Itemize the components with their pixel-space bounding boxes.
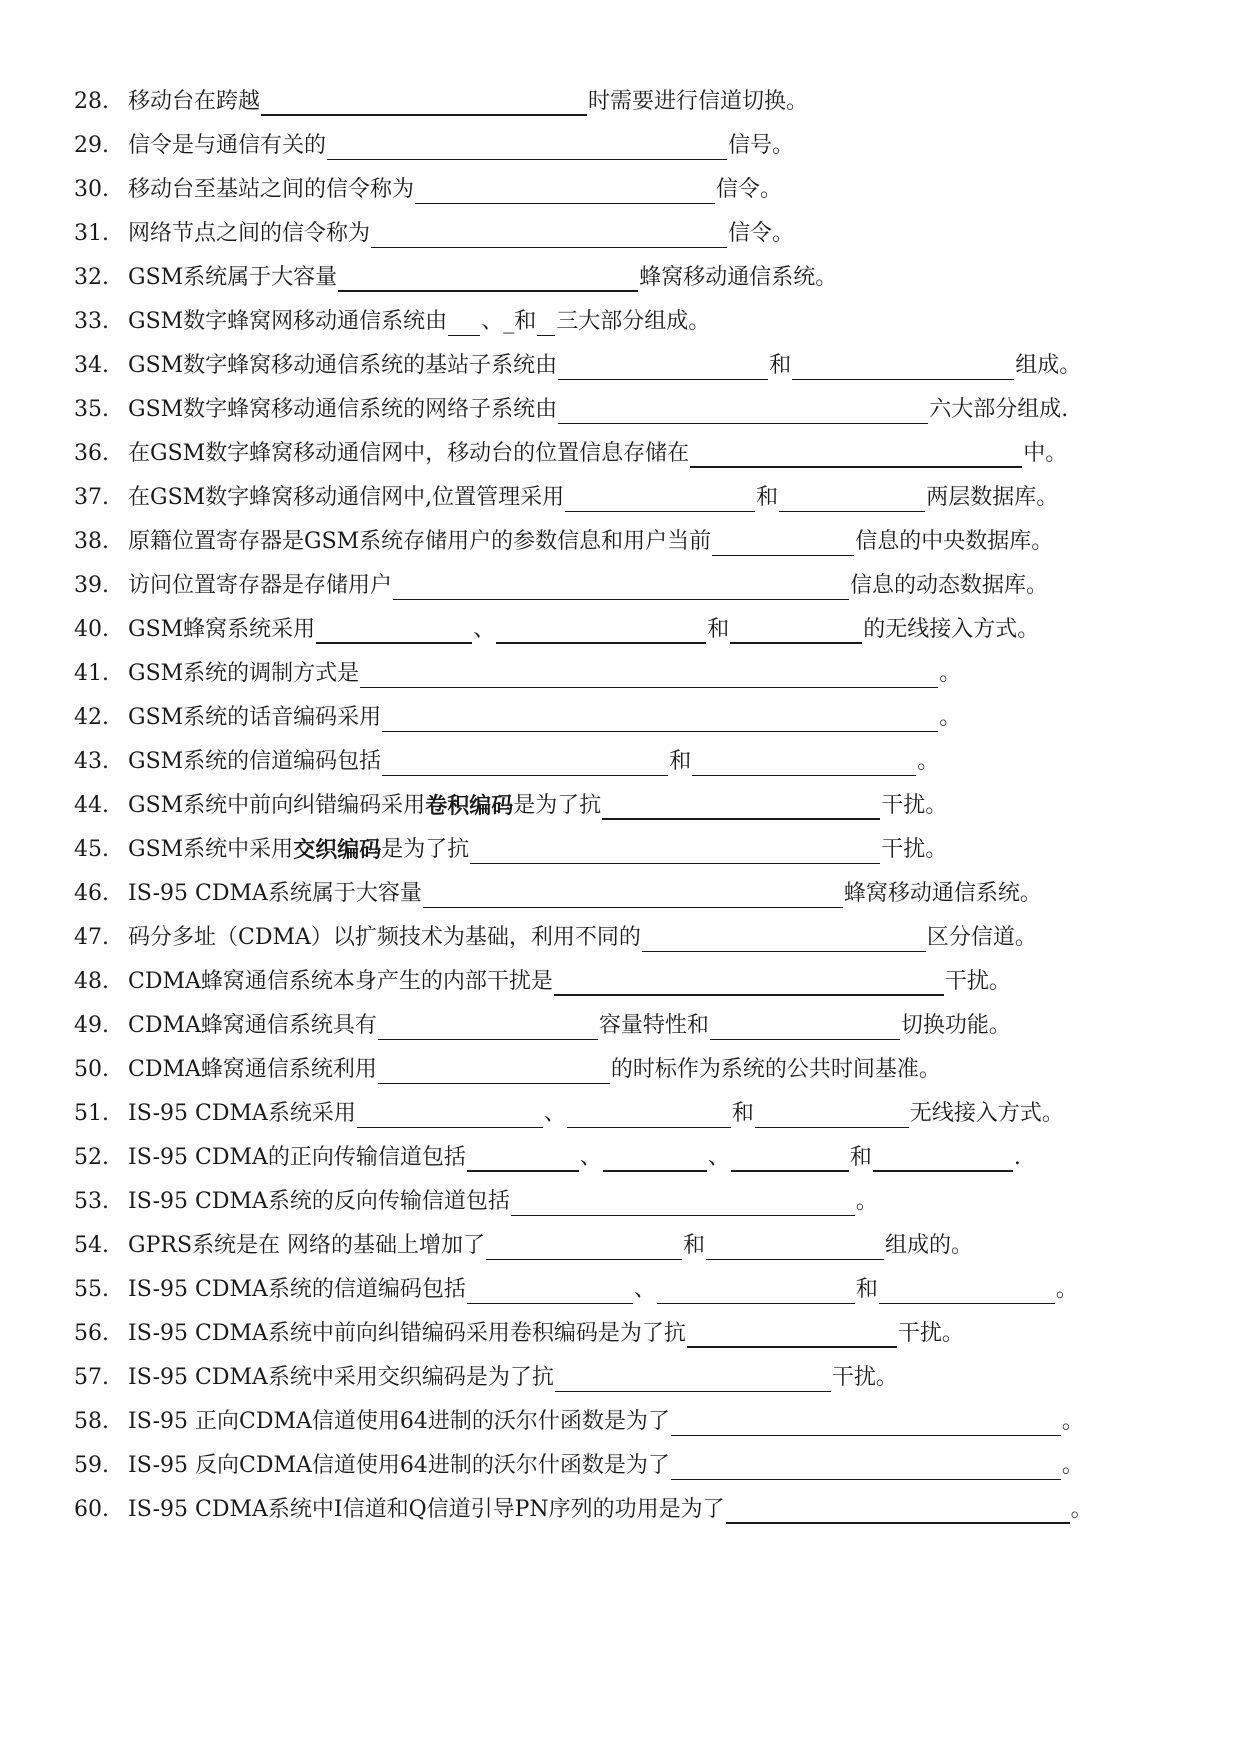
question-number: 42. bbox=[74, 705, 109, 730]
question-text: 蜂窝移动通信系统。 bbox=[843, 881, 1042, 906]
question-text: GSM系统的调制方式是 bbox=[128, 661, 360, 686]
question-text-bold: 卷积编码 bbox=[425, 793, 514, 819]
question-row bbox=[74, 1220, 973, 1260]
question-text: 组成的。 bbox=[885, 1233, 974, 1258]
answer-blank[interactable] bbox=[690, 442, 1022, 468]
question-number: 52. bbox=[74, 1145, 109, 1170]
answer-blank[interactable] bbox=[371, 223, 727, 248]
question-text: 时需要进行信道切换。 bbox=[588, 89, 809, 114]
question-text-bold: 交织编码 bbox=[293, 837, 382, 863]
question-number: 38. bbox=[74, 529, 109, 554]
question-text: GSM蜂窝系统采用 bbox=[128, 617, 316, 642]
question-text: IS-95 正向CDMA信道使用64进制的沃尔什函数是为了 bbox=[128, 1409, 670, 1434]
question-row bbox=[74, 208, 794, 248]
question-text: 。 bbox=[939, 661, 962, 686]
question-text: 两层数据库。 bbox=[926, 485, 1059, 510]
question-row bbox=[74, 428, 1067, 468]
question-row bbox=[74, 1440, 1084, 1480]
question-number: 40. bbox=[74, 617, 109, 642]
question-row bbox=[74, 648, 961, 688]
question-row bbox=[74, 340, 1081, 380]
question-number: 56. bbox=[74, 1321, 109, 1346]
question-text: IS-95 CDMA的正向传输信道包括 bbox=[128, 1145, 466, 1170]
question-row bbox=[74, 736, 939, 776]
question-text: 、 bbox=[473, 617, 496, 642]
question-row bbox=[74, 1396, 1084, 1436]
question-row bbox=[74, 692, 961, 732]
question-text: 和 bbox=[855, 1277, 878, 1302]
question-number: 45. bbox=[74, 837, 109, 862]
question-text: 和 bbox=[669, 749, 692, 774]
question-text: 和 bbox=[731, 1101, 754, 1126]
question-number: 53. bbox=[74, 1189, 109, 1214]
question-row bbox=[74, 868, 1042, 908]
question-text: 信令是与通信有关的 bbox=[128, 133, 327, 158]
question-row bbox=[74, 1484, 1093, 1524]
answer-blank[interactable] bbox=[423, 883, 843, 908]
question-row bbox=[74, 472, 1058, 512]
question-text: GSM系统中前向纠错编码采用 bbox=[128, 793, 426, 818]
question-text: GSM数字蜂窝移动通信系统的基站子系统由 bbox=[128, 353, 558, 378]
question-number: 57. bbox=[74, 1365, 109, 1390]
question-text: 。 bbox=[1070, 1497, 1093, 1522]
question-text: 信令。 bbox=[728, 221, 795, 246]
answer-blank[interactable] bbox=[448, 311, 480, 336]
answer-blank[interactable] bbox=[879, 1279, 1055, 1304]
answer-blank[interactable] bbox=[873, 1146, 1013, 1172]
answer-blank[interactable] bbox=[642, 927, 926, 952]
question-text: 。 bbox=[1061, 1409, 1084, 1434]
question-number: 60. bbox=[74, 1497, 109, 1522]
question-text: 。 bbox=[939, 705, 962, 730]
answer-blank[interactable] bbox=[470, 839, 880, 864]
answer-blank[interactable] bbox=[792, 355, 1014, 380]
question-row bbox=[74, 1088, 1064, 1128]
question-text: 切换功能。 bbox=[900, 1013, 1011, 1038]
question-text: 信息的中央数据库。 bbox=[855, 529, 1054, 554]
question-row bbox=[74, 604, 1039, 644]
answer-blank[interactable] bbox=[486, 1235, 682, 1260]
answer-blank[interactable] bbox=[730, 618, 862, 644]
question-number: 32. bbox=[74, 265, 109, 290]
question-text: 。 bbox=[855, 1189, 878, 1214]
question-number: 33. bbox=[74, 309, 109, 334]
question-row bbox=[74, 1308, 964, 1348]
question-text: 网络节点之间的信令称为 bbox=[128, 221, 371, 246]
question-number: 39. bbox=[74, 573, 109, 598]
question-text: 干扰。 bbox=[881, 837, 948, 862]
question-row bbox=[74, 780, 947, 820]
answer-blank[interactable] bbox=[671, 1455, 1061, 1480]
answer-blank[interactable] bbox=[360, 663, 938, 688]
question-text: 访问位置寄存器是存储用户 bbox=[128, 573, 393, 598]
question-text: 、 bbox=[707, 1145, 730, 1170]
question-text: 。 bbox=[1055, 1277, 1078, 1302]
question-row bbox=[74, 76, 808, 116]
question-number: 54. bbox=[74, 1233, 109, 1258]
question-text: 码分多址（CDMA）以扩频技术为基础，利用不同的 bbox=[128, 925, 641, 950]
question-number: 31. bbox=[74, 221, 109, 246]
question-text: 的时标作为系统的公共时间基准。 bbox=[610, 1057, 941, 1082]
question-text: GSM系统属于大容量 bbox=[128, 265, 338, 290]
answer-blank[interactable] bbox=[554, 970, 944, 996]
answer-blank[interactable] bbox=[712, 531, 854, 556]
question-number: 59. bbox=[74, 1453, 109, 1478]
answer-blank[interactable] bbox=[261, 90, 587, 116]
question-row bbox=[74, 1000, 1011, 1040]
question-text: 和 bbox=[707, 617, 730, 642]
question-text: 和 bbox=[769, 353, 792, 378]
question-text: 移动台至基站之间的信令称为 bbox=[128, 177, 415, 202]
question-text: IS-95 CDMA系统的信道编码包括 bbox=[128, 1277, 466, 1302]
answer-blank[interactable] bbox=[393, 575, 849, 600]
question-number: 35. bbox=[74, 397, 109, 422]
question-number: 43. bbox=[74, 749, 109, 774]
answer-blank[interactable] bbox=[731, 1146, 849, 1172]
answer-blank[interactable] bbox=[382, 707, 938, 732]
answer-blank[interactable] bbox=[779, 487, 925, 512]
answer-blank[interactable] bbox=[726, 1498, 1070, 1524]
answer-blank[interactable] bbox=[558, 399, 928, 424]
question-row bbox=[74, 912, 1037, 952]
question-text: 和 bbox=[849, 1145, 872, 1170]
answer-blank[interactable] bbox=[657, 1279, 855, 1304]
question-text: 干扰。 bbox=[881, 793, 948, 818]
question-number: 30. bbox=[74, 177, 109, 202]
answer-blank[interactable] bbox=[565, 487, 755, 512]
question-text: 移动台在跨越 bbox=[128, 89, 261, 114]
question-number: 37. bbox=[74, 485, 109, 510]
question-row bbox=[74, 824, 947, 864]
question-number: 55. bbox=[74, 1277, 109, 1302]
question-text: 、 bbox=[633, 1277, 656, 1302]
question-row bbox=[74, 1264, 1078, 1304]
question-text: 、 bbox=[543, 1101, 566, 1126]
answer-blank[interactable] bbox=[602, 794, 880, 820]
answer-blank[interactable] bbox=[357, 1103, 543, 1128]
question-number: 51. bbox=[74, 1101, 109, 1126]
question-text: 在GSM数字蜂窝移动通信网中，移动台的位置信息存储在 bbox=[128, 441, 690, 466]
answer-blank[interactable] bbox=[467, 1146, 579, 1172]
question-text: 容量特性和 bbox=[598, 1013, 709, 1038]
question-text: 原籍位置寄存器是GSM系统存储用户的参数信息和用户当前 bbox=[128, 529, 712, 554]
question-text: CDMA蜂窝通信系统本身产生的内部干扰是 bbox=[128, 969, 553, 994]
question-number: 34. bbox=[74, 353, 109, 378]
answer-blank[interactable] bbox=[710, 1015, 900, 1040]
answer-blank[interactable] bbox=[338, 266, 638, 292]
question-text: IS-95 CDMA系统中采用交织编码是为了抗 bbox=[128, 1365, 554, 1390]
answer-blank[interactable] bbox=[327, 135, 727, 160]
question-text: 组成。 bbox=[1015, 353, 1082, 378]
answer-blank[interactable] bbox=[382, 751, 668, 776]
question-text: GSM系统的话音编码采用 bbox=[128, 705, 382, 730]
question-text: IS-95 CDMA系统中前向纠错编码采用卷积编码是为了抗 bbox=[128, 1321, 686, 1346]
question-text: CDMA蜂窝通信系统利用 bbox=[128, 1057, 377, 1082]
question-text: 和 bbox=[756, 485, 779, 510]
question-text: . bbox=[1013, 1145, 1021, 1170]
question-text: 信令。 bbox=[716, 177, 783, 202]
question-text: GSM系统中采用 bbox=[128, 837, 294, 862]
question-text: 干扰。 bbox=[944, 969, 1011, 994]
answer-blank[interactable] bbox=[378, 1059, 610, 1084]
question-text: 区分信道。 bbox=[926, 925, 1037, 950]
question-text: 是为了抗 bbox=[381, 837, 470, 862]
question-row bbox=[74, 120, 794, 160]
question-text: IS-95 CDMA系统属于大容量 bbox=[128, 881, 422, 906]
answer-blank[interactable] bbox=[415, 179, 715, 204]
answer-blank[interactable] bbox=[558, 355, 768, 380]
question-text: 信息的动态数据库。 bbox=[850, 573, 1049, 598]
answer-blank[interactable] bbox=[316, 618, 472, 644]
answer-blank[interactable] bbox=[537, 311, 555, 336]
question-number: 58. bbox=[74, 1409, 109, 1434]
question-row bbox=[74, 560, 1048, 600]
question-number: 50. bbox=[74, 1057, 109, 1082]
question-number: 29. bbox=[74, 133, 109, 158]
answer-blank[interactable] bbox=[555, 1367, 831, 1392]
answer-blank[interactable] bbox=[511, 1191, 855, 1216]
question-text: GSM数字蜂窝移动通信系统的网络子系统由 bbox=[128, 397, 558, 422]
answer-blank[interactable] bbox=[378, 1015, 598, 1040]
question-number: 48. bbox=[74, 969, 109, 994]
answer-blank[interactable] bbox=[755, 1103, 909, 1128]
question-row bbox=[74, 384, 1068, 424]
question-text: 中。 bbox=[1023, 441, 1068, 466]
question-number: 36. bbox=[74, 441, 109, 466]
question-number: 49. bbox=[74, 1013, 109, 1038]
question-text: 。 bbox=[917, 749, 940, 774]
question-row bbox=[74, 296, 710, 336]
question-text: 干扰。 bbox=[897, 1321, 964, 1346]
question-number: 44. bbox=[74, 793, 109, 818]
question-text: 干扰。 bbox=[831, 1365, 898, 1390]
question-text: 三大部分组成。 bbox=[556, 309, 711, 334]
answer-blank[interactable] bbox=[706, 1235, 884, 1260]
question-row bbox=[74, 1176, 878, 1216]
question-text: IS-95 CDMA系统的反向传输信道包括 bbox=[128, 1189, 510, 1214]
question-text: 在GSM数字蜂窝移动通信网中,位置管理采用 bbox=[128, 485, 565, 510]
question-row bbox=[74, 164, 782, 204]
question-row bbox=[74, 1132, 1021, 1172]
question-text: IS-95 CDMA系统中I信道和Q信道引导PN序列的功用是为了 bbox=[128, 1497, 725, 1522]
question-row bbox=[74, 1044, 941, 1084]
question-text: 的无线接入方式。 bbox=[863, 617, 1040, 642]
question-text: 和 bbox=[683, 1233, 706, 1258]
question-text: 、_和 bbox=[481, 309, 537, 334]
answer-blank[interactable] bbox=[687, 1322, 897, 1348]
answer-blank[interactable] bbox=[671, 1411, 1061, 1436]
question-text: 六大部分组成. bbox=[929, 397, 1069, 422]
question-text: CDMA蜂窝通信系统具有 bbox=[128, 1013, 377, 1038]
question-text: 。 bbox=[1061, 1453, 1084, 1478]
question-text: 无线接入方式。 bbox=[909, 1101, 1064, 1126]
question-number: 46. bbox=[74, 881, 109, 906]
question-row bbox=[74, 252, 837, 292]
question-text: GSM系统的信道编码包括 bbox=[128, 749, 382, 774]
question-text: 是为了抗 bbox=[513, 793, 602, 818]
question-text: IS-95 CDMA系统采用 bbox=[128, 1101, 356, 1126]
question-row bbox=[74, 956, 1011, 996]
question-text: 、 bbox=[579, 1145, 602, 1170]
question-row bbox=[74, 516, 1053, 556]
question-number: 41. bbox=[74, 661, 109, 686]
question-text: GPRS系统是在 网络的基础上增加了 bbox=[128, 1233, 486, 1258]
answer-blank[interactable] bbox=[496, 618, 706, 644]
question-text: IS-95 反向CDMA信道使用64进制的沃尔什函数是为了 bbox=[128, 1453, 670, 1478]
answer-blank[interactable] bbox=[603, 1146, 707, 1172]
answer-blank[interactable] bbox=[692, 751, 916, 776]
question-number: 28. bbox=[74, 89, 109, 114]
question-text: GSM数字蜂窝网移动通信系统由 bbox=[128, 309, 448, 334]
question-number: 47. bbox=[74, 925, 109, 950]
answer-blank[interactable] bbox=[567, 1103, 731, 1128]
answer-blank[interactable] bbox=[467, 1279, 633, 1304]
question-row bbox=[74, 1352, 898, 1392]
question-text: 蜂窝移动通信系统。 bbox=[639, 265, 838, 290]
question-text: 信号。 bbox=[728, 133, 795, 158]
